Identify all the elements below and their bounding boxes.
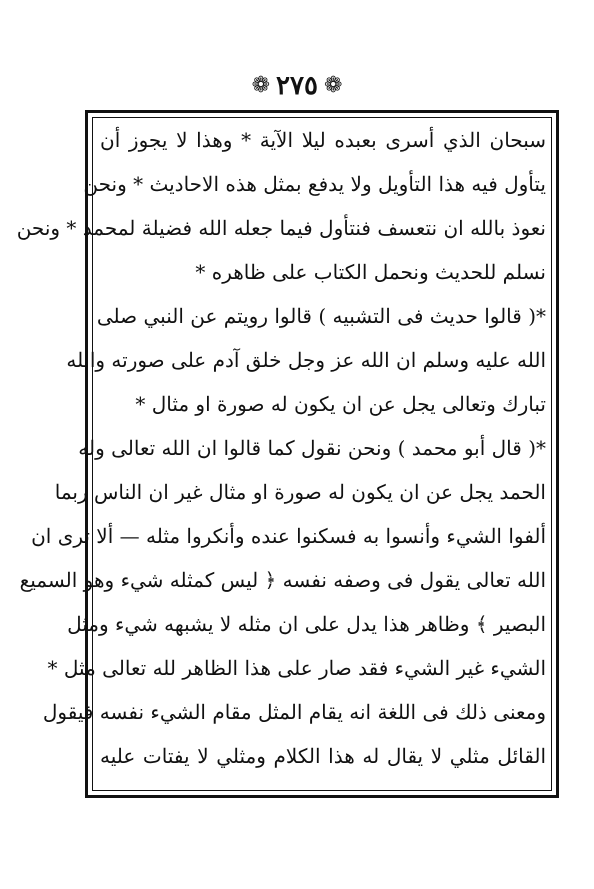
text-line: البصير ﴾ وظاهر هذا يدل على ان مثله لا يشبهه شيء ومثل	[67, 612, 546, 636]
text-line: الحمد يجل عن ان يكون له صورة او مثال غير ان الناس ربما	[54, 480, 546, 504]
text-line: تبارك وتعالى يجل عن ان يكون له صورة او مثال *	[135, 392, 546, 416]
text-line: نسلم للحديث ونحمل الكتاب على ظاهره *	[195, 260, 546, 284]
ornament-left-icon: ❁	[251, 73, 271, 98]
text-line: ومعنى ذلك فى اللغة انه يقام المثل مقام الشيء نفسه فيقول	[42, 700, 546, 724]
text-line: ألفوا الشيء وأنسوا به فسكنوا عنده وأنكروا مثله — ألا ترى ان	[31, 524, 546, 548]
text-line: *( قال أبو محمد ) ونحن نقول كما قالوا ان الله تعالى وله	[78, 436, 546, 460]
text-line: سبحان الذي أسرى بعبده ليلا الآية * وهذا لا يجوز أن	[100, 128, 546, 152]
text-line: يتأول فيه هذا التأويل ولا يدفع بمثل هذه الاحاديث * ونحن	[83, 172, 546, 196]
text-line: الشيء غير الشيء فقد صار على هذا الظاهر لله تعالى مثل *	[47, 656, 546, 680]
text-line: القائل مثلي لا يقال له هذا الكلام ومثلي لا يفتات عليه	[100, 744, 546, 768]
text-block	[16, 118, 546, 778]
page-header	[0, 68, 594, 104]
text-line: نعوذ بالله ان نتعسف فنتأول فيما جعله الله فضيلة لمحمد * ونحن	[16, 216, 546, 240]
text-line: الله عليه وسلم ان الله عز وجل خلق آدم على صورته والله	[66, 348, 546, 372]
ornament-right-icon: ❁	[323, 73, 343, 98]
text-line: *( قالوا حديث فى التشبيه ) قالوا رويتم عن النبي صلى	[96, 304, 546, 328]
page-number: ٢٧٥	[276, 71, 318, 101]
text-line: الله تعالى يقول فى وصفه نفسه ﴿ ليس كمثله شيء وهو السميع	[19, 568, 546, 592]
